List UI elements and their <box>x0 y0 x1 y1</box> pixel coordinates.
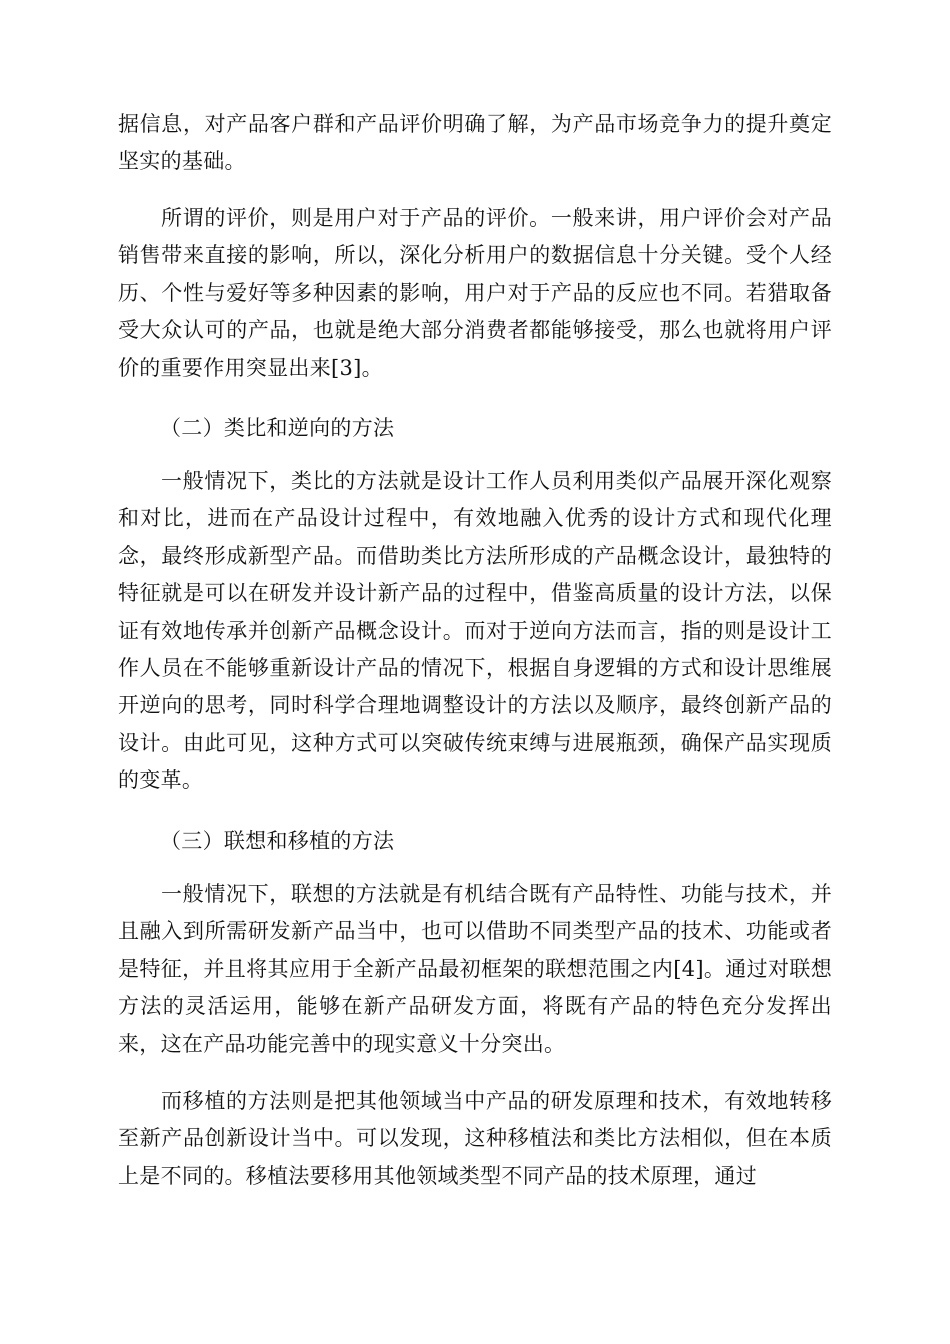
paragraph-association: 一般情况下，联想的方法就是有机结合既有产品特性、功能与技术，并且融入到所需研发新产品当中，也可以借助不同类型产品的技术、功能或者是特征，并且将其应用于全新产品最初框架的联想范围之内[4]。通过对联想方法的灵活运用，能够在新产品研发方面，将既有产品的特色充分发挥出来，这在产品功能完善中的现实意义十分突出。 <box>118 882 832 1056</box>
paragraph-transplant: 而移植的方法则是把其他领域当中产品的研发原理和技术，有效地转移至新产品创新设计当中。可以发现，这种移植法和类比方法相似，但在本质上是不同的。移植法要移用其他领域类型不同产品的技术原理，通过 <box>118 1089 832 1188</box>
paragraph-analogy-reverse: 一般情况下，类比的方法就是设计工作人员利用类似产品展开深化观察和对比，进而在产品设计过程中，有效地融入优秀的设计方式和现代化理念，最终形成新型产品。而借助类比方法所形成的产品概念设计，最独特的特征就是可以在研发并设计新产品的过程中，借鉴高质量的设计方法，以保证有效地传承并创新产品概念设计。而对于逆向方法而言，指的则是设计工作人员在不能够重新设计产品的情况下，根据自身逻辑的方式和设计思维展开逆向的思考，同时科学合理地调整设计的方法以及顺序，最终创新产品的设计。由此可见，这种方式可以突破传统束缚与进展瓶颈，确保产品实现质的变革。 <box>118 469 832 793</box>
paragraph-user-evaluation: 所谓的评价，则是用户对于产品的评价。一般来讲，用户评价会对产品销售带来直接的影响，所以，深化分析用户的数据信息十分关键。受个人经历、个性与爱好等多种因素的影响，用户对于产品的反应也不同。若猎取备受大众认可的产品，也就是绝大部分消费者都能够接受，那么也就将用户评价的重要作用突显出来[3]。 <box>118 206 832 380</box>
section-heading-association-transplant: （三）联想和移植的方法 <box>160 829 395 853</box>
section-heading-analogy-reverse: （二）类比和逆向的方法 <box>160 416 395 440</box>
paragraph-continuation: 据信息，对产品客户群和产品评价明确了解，为产品市场竞争力的提升奠定坚实的基础。 <box>118 112 832 174</box>
